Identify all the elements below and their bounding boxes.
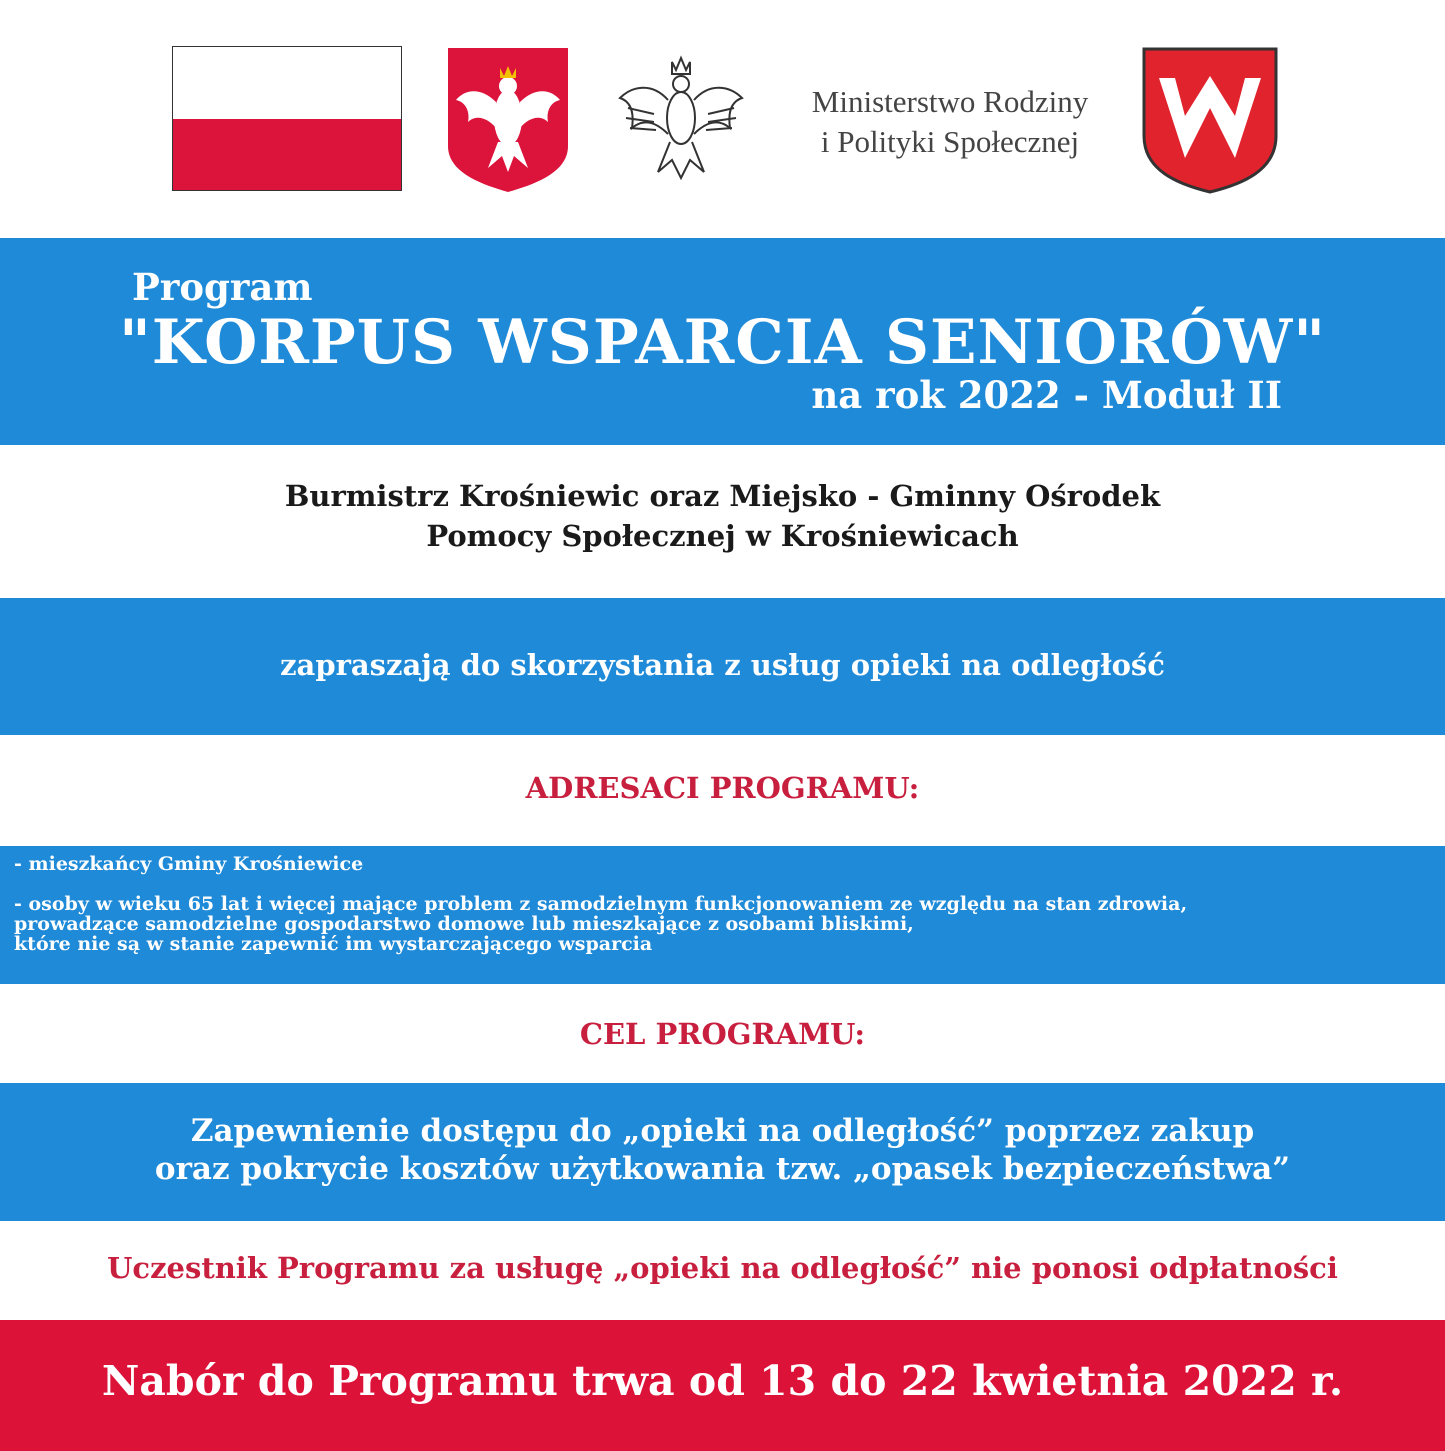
recipient-item-2-line-2: prowadzące samodzielne gospodarstwo domowe lub mieszkające z osobami bliskimi,	[14, 913, 914, 935]
krosniewice-crest-icon	[1141, 46, 1279, 194]
goal-line-2: oraz pokrycie kosztów użytkowania tzw. „opasek bezpieczeństwa”	[154, 1151, 1291, 1187]
recipient-item-2-line-3: które nie są w stanie zapewnić im wystarczającego wsparcia	[14, 933, 653, 955]
goal-text	[0, 1112, 1445, 1188]
polish-flag	[172, 46, 402, 191]
ministry-line-1: Ministerstwo Rodziny	[811, 84, 1089, 119]
organizers-line-1: Burmistrz Krośniewic oraz Miejsko - Gminny Ośrodek	[284, 479, 1161, 513]
recipients-list	[14, 854, 1434, 954]
goal-heading: CEL PROGRAMU:	[579, 1017, 866, 1051]
program-title: "KORPUS WSPARCIA SENIORÓW"	[118, 307, 1327, 378]
program-label: Program	[132, 265, 313, 309]
recipients-heading: ADRESACI PROGRAMU:	[525, 771, 920, 805]
invitation-text: zapraszają do skorzystania z usług opieki na odległość	[280, 648, 1165, 682]
recipient-item-2-line-1: - osoby w wieku 65 lat i więcej mające problem z samodzielnym funkcjonowaniem ze względu na stan zdrowia,	[14, 893, 1188, 915]
ministry-line-2: i Polityki Społecznej	[820, 124, 1080, 159]
ministry-name	[780, 82, 1120, 162]
polish-coat-of-arms-icon	[446, 46, 570, 194]
no-fee-note: Uczestnik Programu za usługę „opieki na odległość” nie ponosi odpłatności	[107, 1251, 1338, 1285]
recruitment-text: Nabór do Programu trwa od 13 do 22 kwietnia 2022 r.	[101, 1357, 1344, 1405]
goal-line-1: Zapewnienie dostępu do „opieki na odległość” poprzez zakup	[190, 1113, 1255, 1149]
organizers	[0, 476, 1445, 556]
program-year: na rok 2022 - Moduł II	[811, 373, 1282, 417]
recipient-item-1: - mieszkańcy Gminy Krośniewice	[14, 853, 364, 875]
ministry-eagle-emblem-icon	[614, 48, 748, 184]
organizers-line-2: Pomocy Społecznej w Krośniewicach	[426, 519, 1019, 553]
